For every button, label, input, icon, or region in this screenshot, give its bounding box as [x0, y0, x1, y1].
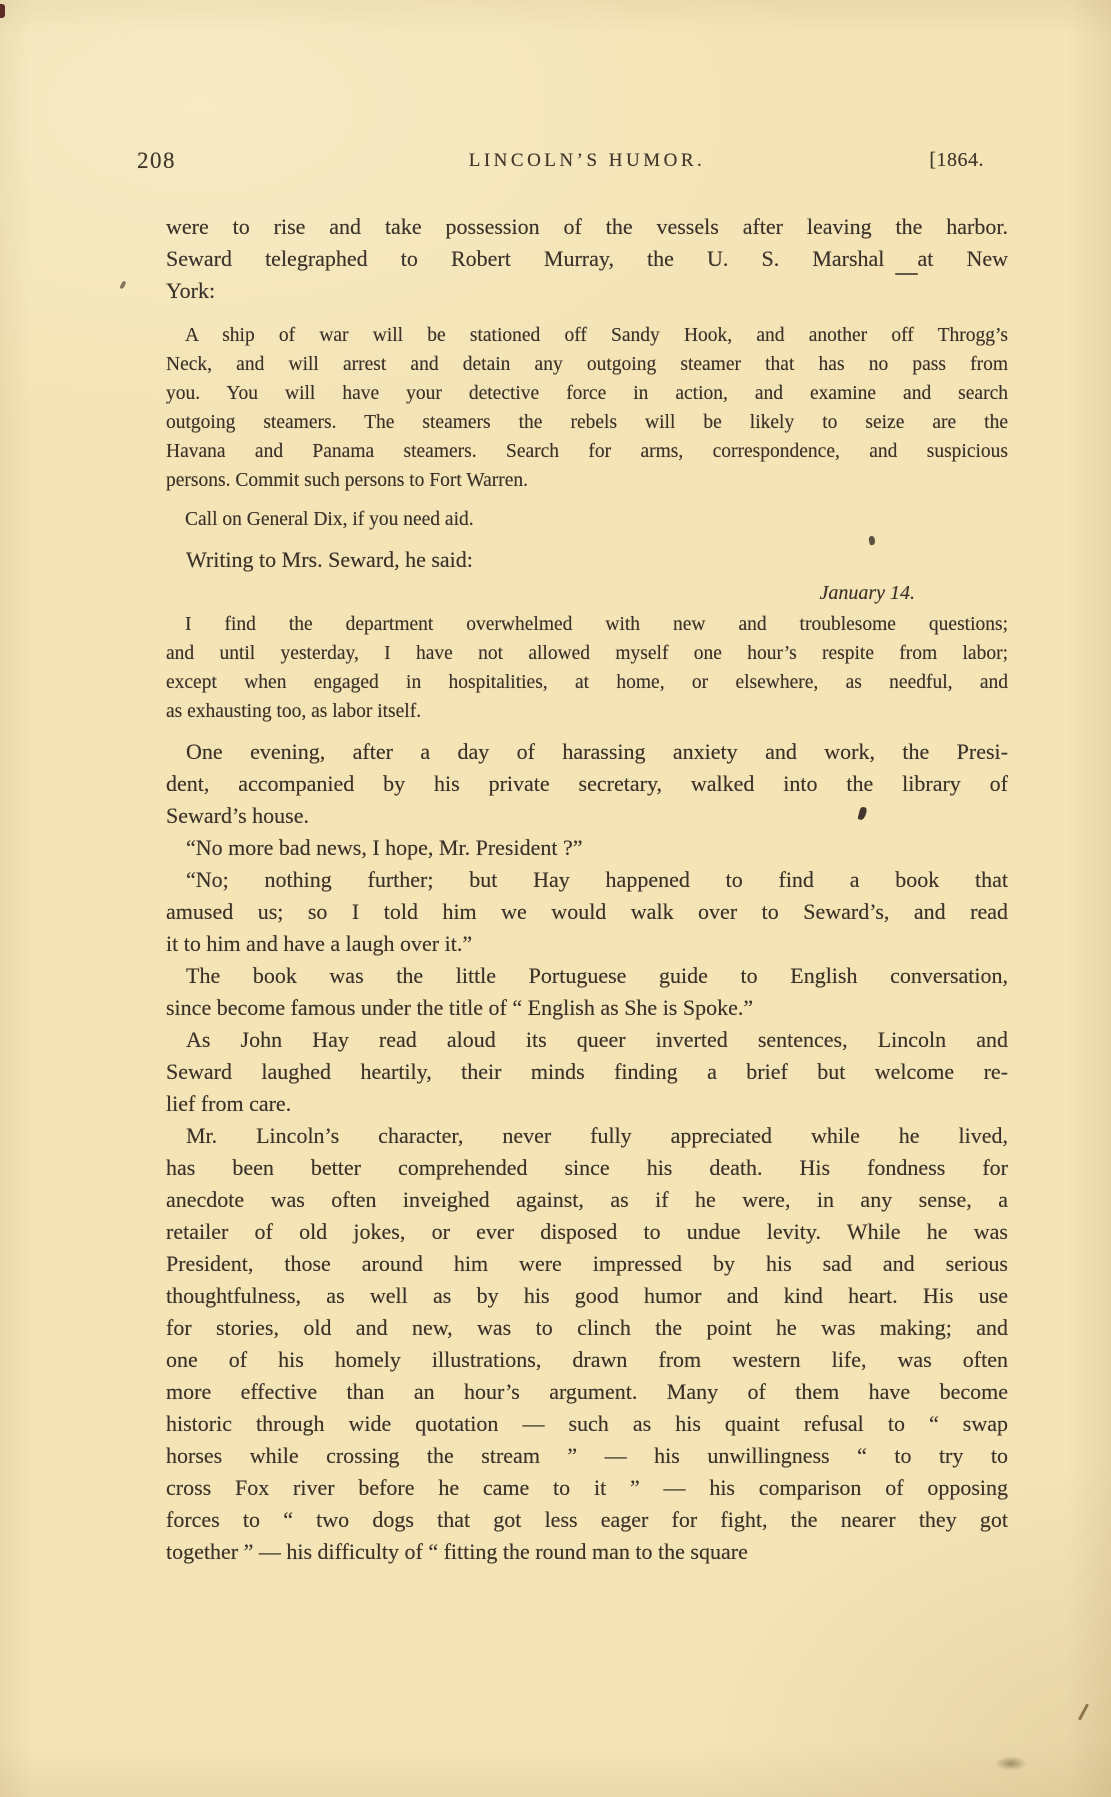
text-line: Call on General Dix, if you need aid.	[185, 509, 474, 530]
text-line: horses while crossing the stream ” — his unwillingness “ to try to	[166, 1443, 1008, 1468]
text-line: retailer of old jokes, or ever disposed to undue levity. While he was	[166, 1219, 1008, 1244]
page-number: 208	[137, 148, 176, 173]
text-line: Writing to Mrs. Seward, he said:	[186, 547, 473, 572]
text-line: “No; nothing further; but Hay happened to find a book that	[186, 867, 1008, 892]
dialogue-paragraph-1	[166, 832, 1008, 864]
text-line: The book was the little Portuguese guide to English conversation,	[186, 963, 1008, 988]
text-line: A ship of war will be stationed off Sandy Hook, and another off Throgg’s	[185, 325, 1008, 346]
text-line: one of his homely illustrations, drawn from western life, was often	[166, 1347, 1008, 1372]
text-blocks	[166, 211, 1008, 1568]
text-line: outgoing steamers. The steamers the rebels will be likely to seize are the	[166, 412, 1008, 433]
text-line: January 14.	[819, 582, 915, 604]
text-line: more effective than an hour’s argument. Many of them have become	[166, 1379, 1008, 1404]
text-line: cross Fox river before he came to it ” — his comparison of opposing	[166, 1475, 1008, 1500]
telegram-quote-paragraph-2	[166, 505, 1008, 534]
text-line: and until yesterday, I have not allowed myself one hour’s respite from labor;	[166, 643, 1008, 664]
dialogue-paragraph-2	[166, 864, 1008, 960]
book-paragraph	[166, 960, 1008, 1024]
text-line: you. You will have your detective force in action, and examine and search	[166, 383, 1008, 404]
running-title: LINCOLN’S HUMOR.	[468, 150, 706, 171]
continuation-paragraph	[166, 211, 1008, 307]
text-line: anecdote was often inveighed against, as if he were, in any sense, a	[166, 1187, 1008, 1212]
lincoln-character-paragraph	[166, 1120, 1008, 1568]
text-line: “No more bad news, I hope, Mr. President ?”	[186, 835, 583, 860]
text-line: dent, accompanied by his private secretary, walked into the library of	[166, 771, 1008, 796]
text-line: as exhausting too, as labor itself.	[166, 701, 422, 722]
letter-quote-paragraph	[166, 610, 1008, 726]
text-line: Seward’s house.	[166, 803, 309, 828]
text-line: except when engaged in hospitalities, at home, or elsewhere, as needful, and	[166, 672, 1008, 693]
text-line: Seward laughed heartily, their minds finding a brief but welcome re-	[166, 1059, 1008, 1084]
text-line: persons. Commit such persons to Fort Warren.	[166, 470, 529, 491]
text-line: thoughtfulness, as well as by his good humor and kind heart. His use	[166, 1283, 1008, 1308]
text-line: amused us; so I told him we would walk over to Seward’s, and read	[166, 899, 1008, 924]
text-line: President, those around him were impressed by his sad and serious	[166, 1251, 1008, 1276]
text-line: together ” — his difficulty of “ fitting the round man to the square	[166, 1539, 748, 1564]
text-line: Neck, and will arrest and detain any outgoing steamer that has no pass from	[166, 354, 1008, 375]
text-line: Havana and Panama steamers. Search for arms, correspondence, and suspicious	[166, 441, 1008, 462]
text-line: As John Hay read aloud its queer inverted sentences, Lincoln and	[186, 1027, 1008, 1052]
text-line: forces to “ two dogs that got less eager for fight, the nearer they got	[166, 1507, 1008, 1532]
text-line: Seward telegraphed to Robert Murray, the U. S. Marshal at New	[166, 246, 1008, 271]
text-line: I find the department overwhelmed with new and troublesome questions;	[185, 614, 1008, 635]
text-line: historic through wide quotation — such as his quaint refusal to “ swap	[166, 1411, 1008, 1436]
text-line: since become famous under the title of “ English as She is Spoke.”	[166, 995, 754, 1020]
text-line: One evening, after a day of harassing anxiety and work, the Presi-	[186, 739, 1008, 764]
text-line: lief from care.	[166, 1091, 292, 1116]
writing-to-mrs-seward-paragraph	[166, 544, 1008, 576]
text-line: it to him and have a laugh over it.”	[166, 931, 473, 956]
text-line: for stories, old and new, was to clinch the point he was making; and	[166, 1315, 1008, 1340]
text-line: York:	[166, 278, 216, 303]
john-hay-paragraph	[166, 1024, 1008, 1120]
letter-date-line	[166, 579, 1008, 608]
text-line: has been better comprehended since his death. His fondness for	[166, 1155, 1008, 1180]
text-line: were to rise and take possession of the vessels after leaving the harbor.	[166, 214, 1008, 239]
text-line: Mr. Lincoln’s character, never fully appreciated while he lived,	[186, 1123, 1008, 1148]
one-evening-paragraph	[166, 736, 1008, 832]
running-header	[137, 148, 1008, 174]
year-label: [1864.	[929, 149, 984, 171]
telegram-quote-paragraph-1	[166, 321, 1008, 495]
